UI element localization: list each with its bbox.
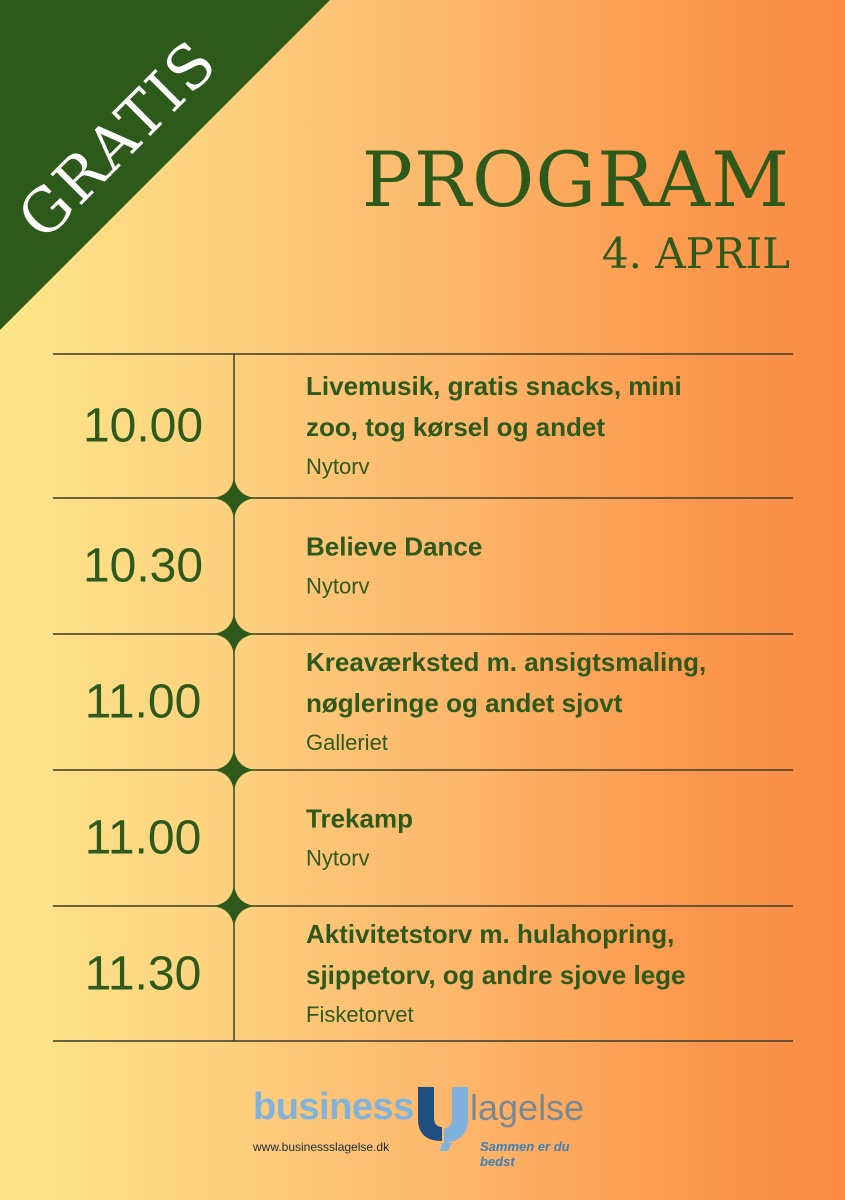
event-title-line: sjippetorv, og andre sjove lege bbox=[306, 959, 686, 990]
event-location: Nytorv bbox=[306, 845, 370, 871]
event-date: 4. APRIL bbox=[601, 229, 790, 278]
event-description bbox=[306, 799, 786, 878]
event-location: Nytorv bbox=[306, 573, 370, 599]
logo-business-text: business bbox=[253, 1086, 414, 1128]
schedule-row bbox=[53, 906, 793, 1041]
event-description bbox=[306, 366, 786, 486]
page-title: PROGRAM bbox=[361, 135, 790, 224]
event-title-line: Kreaværksted m. ansigtsmaling, bbox=[306, 647, 707, 677]
event-time: 10.00 bbox=[82, 399, 204, 453]
event-description bbox=[306, 642, 786, 762]
logo-tagline: Sammen er du bedst bbox=[480, 1139, 570, 1169]
event-time: 11.30 bbox=[84, 947, 202, 1000]
schedule-row bbox=[53, 498, 793, 634]
event-location: Fisketorvet bbox=[306, 1001, 414, 1027]
event-location: Nytorv bbox=[306, 454, 370, 479]
website-url: www.businessslagelse.dk bbox=[253, 1140, 390, 1154]
schedule-row bbox=[53, 634, 793, 770]
schedule-row bbox=[53, 354, 793, 498]
event-title-line: nøgleringe og andet sjovt bbox=[306, 688, 623, 718]
schedule-row bbox=[53, 770, 793, 906]
event-title-line: Believe Dance bbox=[306, 531, 483, 562]
event-time: 10.30 bbox=[82, 539, 204, 593]
event-location: Galleriet bbox=[306, 730, 388, 755]
business-slagelse-logo bbox=[250, 1083, 600, 1169]
event-title-line: Livemusik, gratis snacks, mini bbox=[306, 371, 682, 401]
logo-s-mark-icon bbox=[412, 1083, 474, 1153]
event-title-line: zoo, tog kørsel og andet bbox=[306, 412, 606, 442]
event-description bbox=[306, 527, 786, 606]
event-title-line: Aktivitetstorv m. hulahopring, bbox=[306, 918, 675, 949]
event-time: 11.00 bbox=[84, 811, 202, 865]
event-time: 11.00 bbox=[84, 675, 202, 729]
event-title-line: Trekamp bbox=[306, 803, 413, 834]
logo-lagelse-text: lagelse bbox=[470, 1087, 585, 1128]
gratis-label: GRATIS bbox=[4, 26, 232, 254]
event-description bbox=[306, 914, 786, 1034]
